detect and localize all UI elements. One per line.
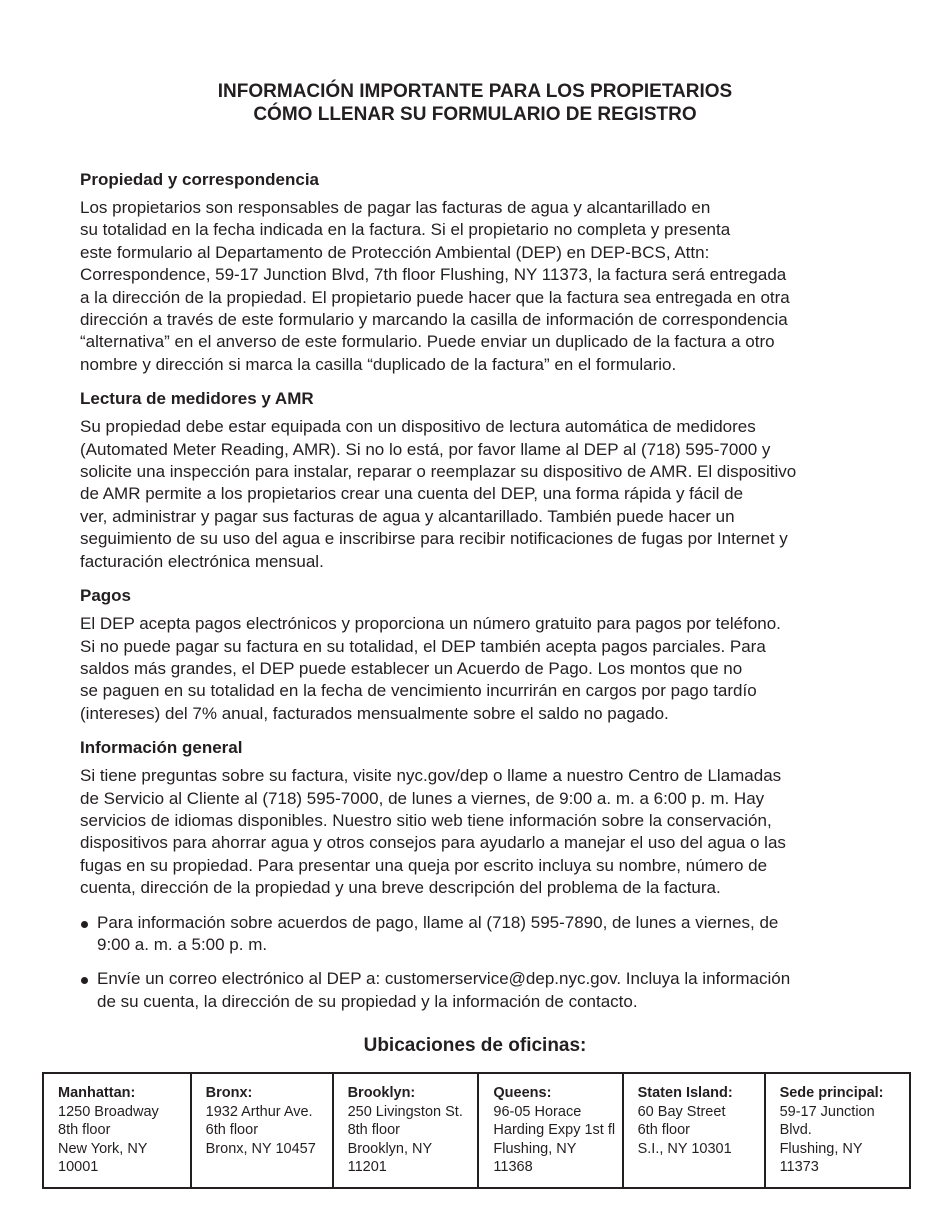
office-address: 1250 Broadway 8th floor New York, NY 10001 [58, 1103, 159, 1176]
section-paragraph: Si tiene preguntas sobre su factura, visite nyc.gov/dep o llame a nuestro Centro de Llamadas de Servicio al Cliente al (718) 595-7000, de lunes a viernes, de 9:00 a. m. a 6:00 p. m. Hay servicios de idiomas disponibles. Nuestro sitio web tiene información sobre la conservación, dispositivos para ahorrar agua y otros consejos para ayudarlo a manejar el uso del agua o las fugas en su propiedad. Para presentar una queja por escrito incluya su nombre, número de cuenta, dirección de la propiedad y una breve descripción del problema de la factura. [80, 766, 786, 898]
bullet-icon [81, 921, 88, 928]
bullet-text: Envíe un correo electrónico al DEP a: customerservice@dep.nyc.gov. Incluya la información de su cuenta, la dirección de su propiedad y la información de contacto. [97, 969, 791, 1011]
bullet-list [80, 912, 880, 1014]
section-paragraph: Su propiedad debe estar equipada con un dispositivo de lectura automática de medidores (Automated Meter Reading, AMR). Si no lo está, por favor llame al DEP al (718) 595-7000 y solicite una inspección para instalar, reparar o reemplazar su dispositivo de AMR. El dispositivo de AMR permite a los propietarios crear una cuenta del DEP, una forma rápida y fácil de ver, administrar y pagar sus facturas de agua y alcantarillado. También puede hacer un seguimiento de su uso del agua e inscribirse para recibir notificaciones de fugas por Internet y facturación electrónica mensual. [80, 417, 797, 571]
list-item [80, 968, 880, 1013]
section-heading: Pagos [80, 586, 132, 606]
office-cell [333, 1073, 479, 1188]
table-row [43, 1073, 910, 1188]
office-address: 1932 Arthur Ave. 6th floor Bronx, NY 10457 [205, 1103, 316, 1157]
offices-heading: Ubicaciones de oficinas: [363, 1035, 587, 1056]
section-payments [80, 585, 880, 725]
office-address: 96-05 Horace Harding Expy 1st fl Flushing, NY 11368 [493, 1103, 616, 1176]
office-name: Bronx: [205, 1085, 253, 1101]
section-paragraph: El DEP acepta pagos electrónicos y proporciona un número gratuito para pagos por teléfono. Si no puede pagar su factura en su totalidad, el DEP también acepta pagos parciales. Para saldos más grandes, el DEP puede establecer un Acuerdo de Pago. Los montos que no se paguen en su totalidad en la fecha de vencimiento incurrirán en cargos por pago tardío (intereses) del 7% anual, facturados mensualmente sobre el saldo no pagado. [80, 614, 781, 723]
bullet-icon [81, 977, 88, 984]
office-cell [765, 1073, 910, 1188]
office-name: Staten Island: [637, 1085, 733, 1101]
section-heading: Información general [80, 738, 243, 758]
office-name: Sede principal: [779, 1085, 884, 1101]
office-name: Manhattan: [58, 1085, 136, 1101]
office-address: 59-17 Junction Blvd. Flushing, NY 11373 [779, 1103, 875, 1176]
title-line-2: CÓMO LLENAR SU FORMULARIO DE REGISTRO [253, 104, 697, 125]
section-heading: Propiedad y correspondencia [80, 170, 320, 189]
office-name: Brooklyn: [347, 1085, 416, 1101]
office-address: 250 Livingston St. 8th floor Brooklyn, NY 11201 [347, 1103, 463, 1176]
section-general-info [80, 737, 880, 899]
section-paragraph: Los propietarios son responsables de pagar las facturas de agua y alcantarillado en su totalidad en la fecha indicada en la factura. Si el propietario no completa y presenta este formulario al Departamento de Protección Ambiental (DEP) en DEP-BCS, Attn: Correspondence, 59-17 Junction Blvd, 7th floor Flushing, NY 11373, la factura será entregada a la dirección de la propiedad. El propietario puede hacer que la factura sea entregada en otra dirección a través de este formulario y marcando la casilla de información de correspondencia “alternativa” en el anverso de este formulario. Puede enviar un duplicado de la factura a otro nombre y dirección si marca la casilla “duplicado de la factura” en el formulario. [80, 198, 790, 374]
document-title [0, 80, 950, 126]
section-heading: Lectura de medidores y AMR [80, 389, 314, 409]
document-body [80, 169, 880, 1025]
office-cell [191, 1073, 333, 1188]
office-name: Queens: [493, 1085, 552, 1101]
title-line-1: INFORMACIÓN IMPORTANTE PARA LOS PROPIETARIOS [217, 81, 733, 102]
section-property [80, 169, 880, 376]
section-meter-reading [80, 388, 880, 573]
office-cell [478, 1073, 622, 1188]
offices-table [42, 1072, 911, 1189]
office-address: 60 Bay Street 6th floor S.I., NY 10301 [637, 1103, 732, 1157]
list-item [80, 912, 880, 957]
bullet-text: Para información sobre acuerdos de pago, llame al (718) 595-7890, de lunes a viernes, de 9:00 a. m. a 5:00 p. m. [97, 912, 779, 954]
office-cell [623, 1073, 765, 1188]
office-cell [43, 1073, 191, 1188]
